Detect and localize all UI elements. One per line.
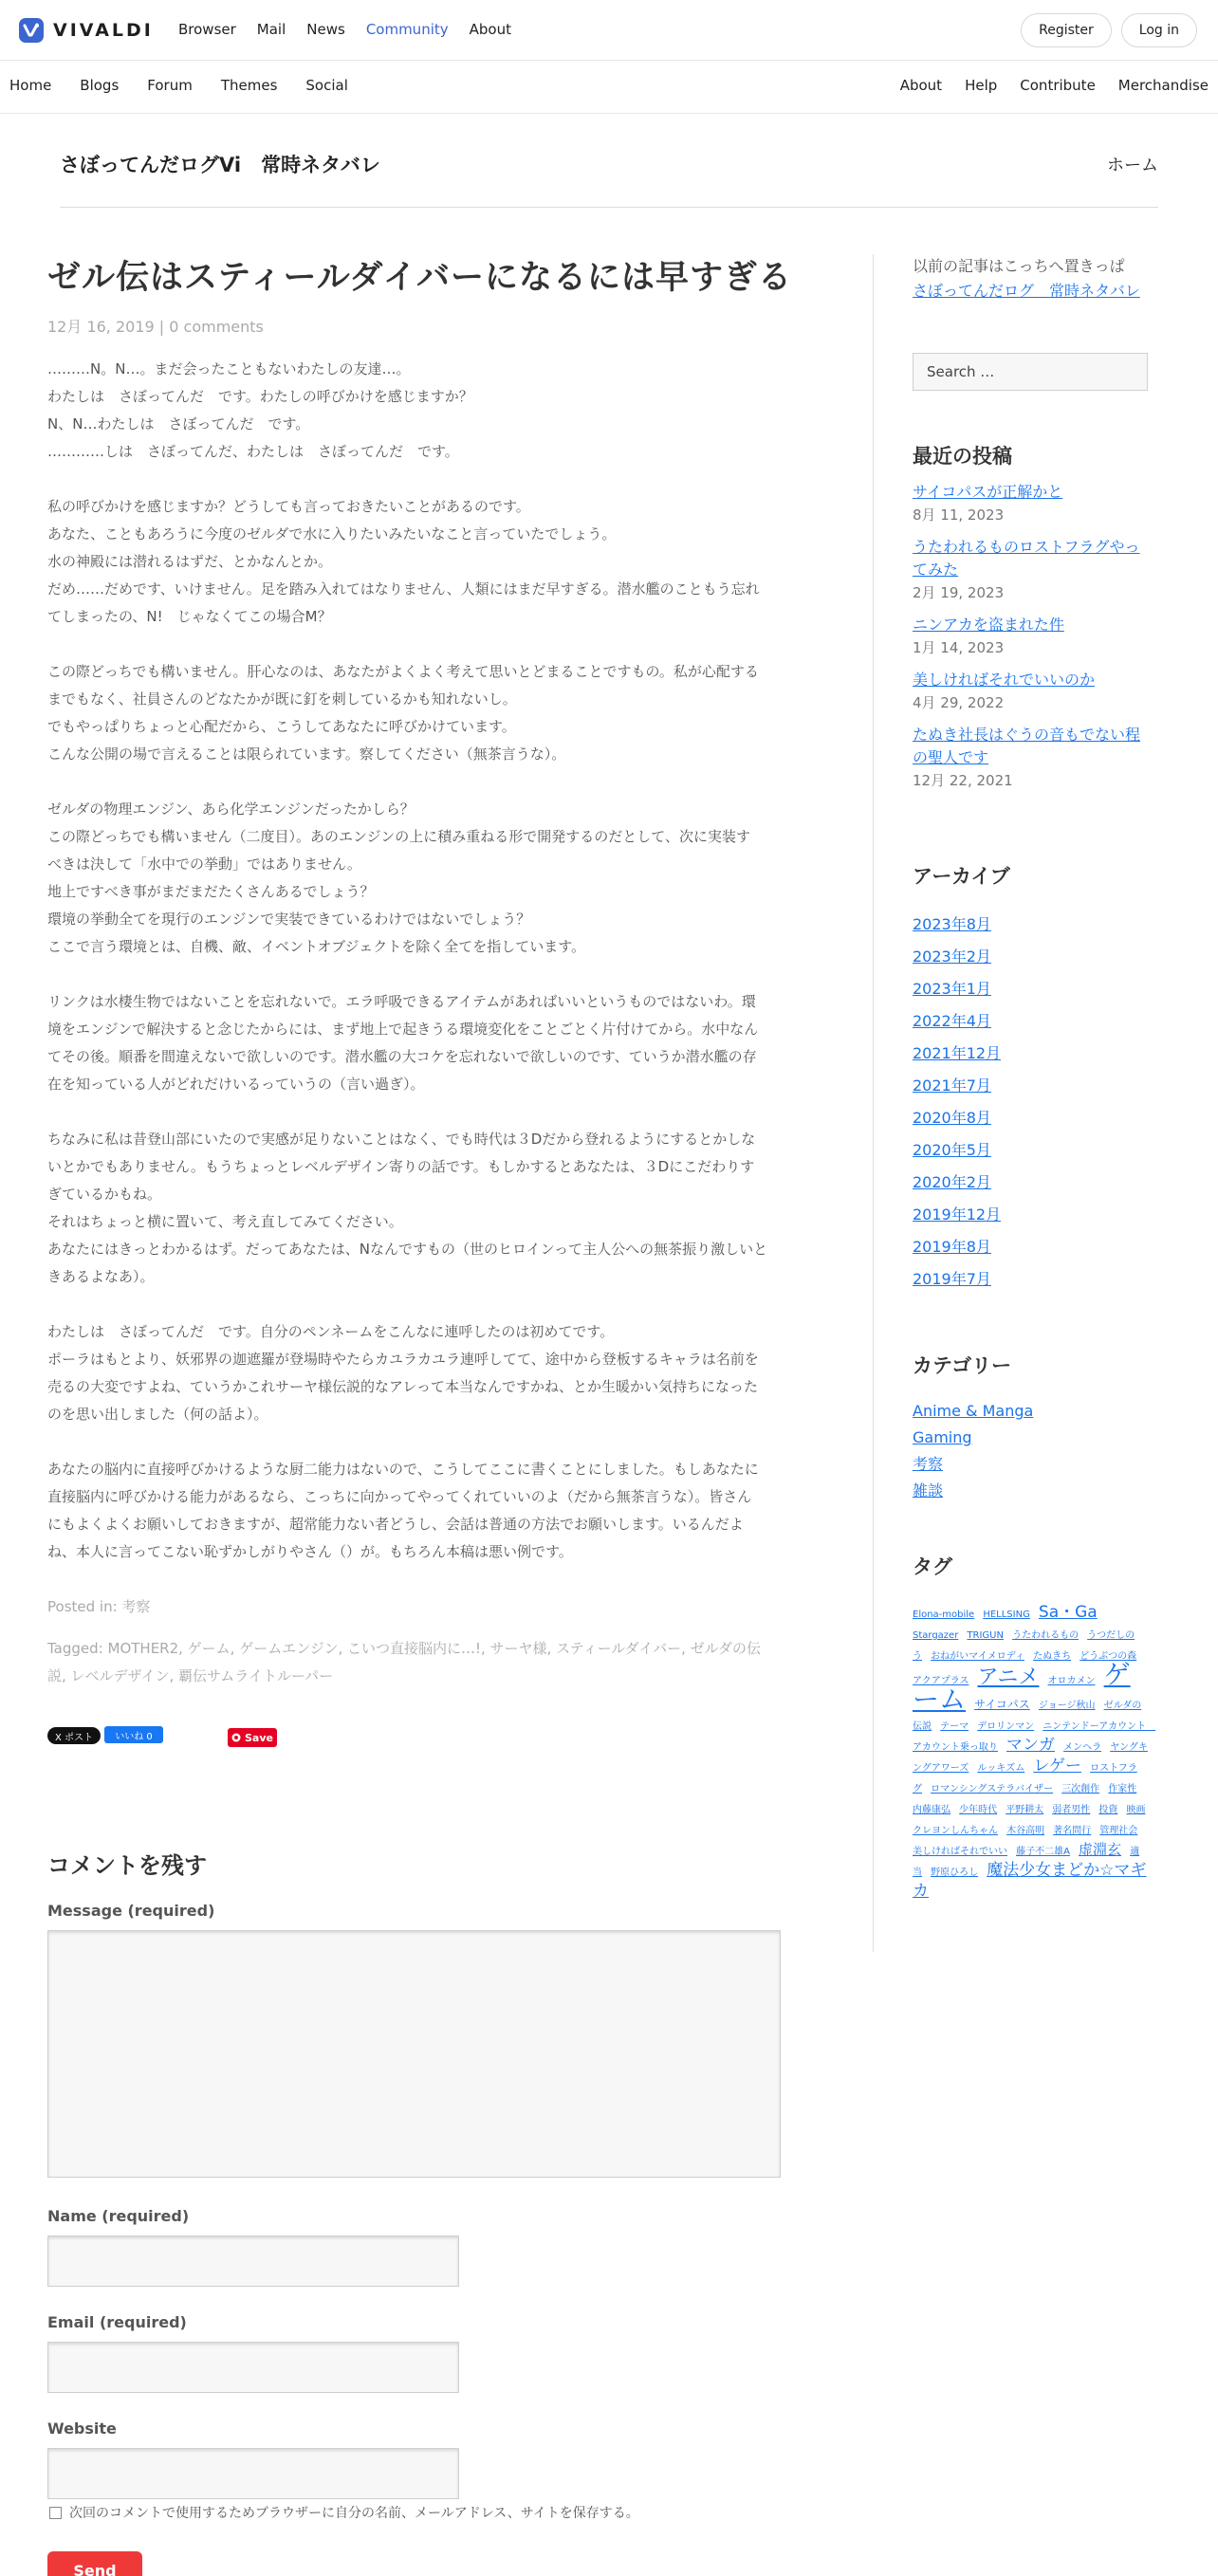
category-link-anime-manga[interactable]: Anime & Manga <box>913 1402 1034 1420</box>
share-buttons <box>47 1726 332 1745</box>
archive-link[interactable]: 2020年2月 <box>913 1173 991 1191</box>
tag-cloud-link[interactable]: ゲーム <box>913 1659 1131 1715</box>
tag-cloud-link[interactable]: うたわれるもの <box>1012 1630 1080 1641</box>
login-button[interactable]: Log in <box>1121 13 1197 47</box>
recent-post-date: 8月 11, 2023 <box>913 506 1005 524</box>
category-link-kousatsu[interactable]: 考察 <box>913 1455 944 1473</box>
vivaldi-logo[interactable] <box>19 18 154 43</box>
post-paragraph <box>47 1318 825 1428</box>
recent-post-item <box>913 481 1148 526</box>
post-line: この際どっちでも構いません（二度目）。あのエンジンの上に積み重ねる形で開発するのだとして、次に実装す <box>47 828 751 845</box>
tag-cloud-link[interactable]: テーマ <box>940 1721 969 1732</box>
previous-blog-link[interactable]: さぼってんだログ 常時ネタバレ <box>913 282 1140 300</box>
pinterest-save-button[interactable] <box>228 1728 277 1747</box>
tag-cloud-link[interactable]: ゼルダの伝説 <box>913 1701 1142 1732</box>
nav-about[interactable]: About <box>469 21 511 38</box>
auth-buttons <box>1021 13 1197 47</box>
sub-nav <box>0 61 1218 114</box>
tag-cloud-link[interactable]: 映画クレヨンしんちゃん <box>913 1805 1146 1836</box>
post-line: あなた、こともあろうに今度のゼルダで水に入りたいみたいなこと言っていたでしょう。 <box>47 525 617 543</box>
tag-cloud-link[interactable]: 内藤康弘 <box>913 1805 950 1815</box>
post-line: わたしは さぼってんだ です。わたしの呼びかけを感じますか？ <box>47 388 473 405</box>
website-field[interactable] <box>47 2448 459 2499</box>
post-line: 環境の挙動全てを現行のエンジンで実装できているわけではないでしょう？ <box>47 911 531 928</box>
recent-post-item <box>913 614 1148 659</box>
post-line: ゼルダの物理エンジン、あら化学エンジンだったかしら？ <box>47 800 415 818</box>
register-button[interactable]: Register <box>1021 13 1112 47</box>
archive-link[interactable]: 2019年8月 <box>913 1238 991 1256</box>
post-tags <box>47 1635 825 1690</box>
archive-link[interactable]: 2023年8月 <box>913 915 991 933</box>
website-label: Website <box>47 2420 117 2438</box>
post-line: ………N。N…。まだ会ったこともないわたしの友達…。 <box>47 360 411 377</box>
post-line: ちなみに私は昔登山部にいたので実感が足りないことはなく、でも時代は３Dだから登れるようにするとかしな <box>47 1131 756 1148</box>
post-date[interactable]: 12月 16, 2019 <box>47 318 155 336</box>
tag-cloud-link[interactable]: どうぶつの森 <box>1080 1651 1137 1662</box>
recent-post-date: 2月 19, 2023 <box>913 584 1005 601</box>
subnav-blogs[interactable]: Blogs <box>80 77 120 94</box>
name-label: Name (required) <box>47 2207 190 2225</box>
previous-blog-text: 以前の記事はこっちへ置きっぱ <box>913 257 1125 275</box>
tag-cloud-link[interactable]: アニメ <box>977 1665 1040 1689</box>
pinterest-icon <box>231 1733 241 1742</box>
post-paragraph <box>47 796 825 961</box>
post-line: てその後。順番を間違えないで欲しいのです。潜水艦の大コケを忘れないで欲しいのです、ていうか潜水艦の存 <box>47 1048 757 1065</box>
sidebar-divider <box>873 254 874 1952</box>
post-line: ここで言う環境とは、自機、敵、イベントオブジェクトを除く全てを指しています。 <box>47 938 586 955</box>
post-comments-count[interactable]: 0 comments <box>169 318 264 336</box>
category-link-zatsudan[interactable]: 雑談 <box>913 1481 944 1500</box>
post-line: リンクは水棲生物ではないことを忘れないで。エラ呼吸できるアイテムがあればいいというものではないわ。環 <box>47 993 756 1010</box>
post-line: …………しは さぼってんだ、わたしは さぼってんだ です。 <box>47 443 459 460</box>
tag-cloud-link[interactable]: ロマンシングステラバイザー <box>931 1784 1054 1794</box>
tag-cloud-link[interactable]: ルッキズム <box>977 1763 1025 1774</box>
post-paragraph <box>47 988 825 1098</box>
post-paragraph <box>47 1126 825 1291</box>
categories-title: カテゴリー <box>913 1354 1012 1377</box>
tag-cloud <box>913 1603 1156 1901</box>
vivaldi-logo-icon <box>19 18 44 43</box>
archive-link[interactable]: 2023年2月 <box>913 948 991 966</box>
post-line: きあるよなあ）。 <box>47 1268 155 1285</box>
post-line: 水の神殿には潜れるはずだ、とかなんとか。 <box>47 553 333 570</box>
post-line: ぎているかもね。 <box>47 1186 162 1203</box>
post-line: 売るの大変ですよね、ていうかこれサーヤ様伝説的なアレって本当なんですかね、とか生暖かい気持ちになった <box>47 1378 758 1395</box>
tag-cloud-link[interactable]: 少年時代 <box>959 1805 998 1815</box>
subnav-help[interactable]: Help <box>965 77 998 94</box>
tag-cloud-link[interactable]: メンヘラ <box>1063 1742 1102 1753</box>
post-line: 地上ですべき事がまだまだたくさんあるでしょう？ <box>47 883 375 900</box>
tag-cloud-link[interactable]: 投資 <box>1098 1805 1118 1815</box>
post-line: にもよくよくお願いしておきますが、超常能力ない者どうし、会話は普通の方法でお願いします。いるんだよ <box>47 1516 744 1533</box>
recent-post-date: 4月 29, 2022 <box>913 694 1005 711</box>
tag-cloud-link[interactable]: 弱者男性 <box>1052 1805 1091 1815</box>
tag-links-line-2[interactable]: 説, レベルデザイン, 覇伝サムライトルーパー <box>47 1667 334 1684</box>
post-line: この際どっちでも構いません。肝心なのは、あなたがよくよく考えて思いとどまることですもの。私が心配する <box>47 663 759 680</box>
subnav-forum[interactable]: Forum <box>147 77 193 94</box>
post-line: べきは決して「水中での挙動」ではありません。 <box>47 856 361 873</box>
post-line: こんな公開の場で言えることは限られています。察してください（無茶言うな）。 <box>47 745 566 763</box>
tag-links-line-1[interactable]: MOTHER2, ゲーム, ゲームエンジン, こいつ直接脳内に…!, サーヤ様, スティールダイバー, ゼルダの伝 <box>107 1640 762 1657</box>
post-line: 在を知っている人がどれだけいるっていうの（言い過ぎ）。 <box>47 1076 425 1093</box>
recent-post-link[interactable]: ニンアカを盗まれた件 <box>913 616 1064 634</box>
nav-browser[interactable]: Browser <box>178 21 236 38</box>
recent-post-link[interactable]: 美しければそれでいいのか <box>913 671 1096 689</box>
post-line: のを思い出しました（何の話よ）。 <box>47 1406 268 1423</box>
post-meta <box>47 315 825 337</box>
send-button[interactable]: Send <box>47 2551 142 2576</box>
post-line: 直接脳内に呼びかける能力があるなら、こっちに向かってやってくれていいのよ（だから無茶言うな）。皆さん <box>47 1488 752 1505</box>
archive-title: アーカイブ <box>913 865 1010 888</box>
tag-cloud-link[interactable]: 木谷高明 <box>1006 1826 1045 1836</box>
name-field[interactable] <box>47 2236 459 2287</box>
blog-header-divider <box>60 207 1158 208</box>
tag-cloud-link[interactable]: サイコパス <box>974 1698 1030 1711</box>
tag-cloud-link[interactable]: おねがいマイメロディ <box>931 1651 1024 1662</box>
previous-blog-notice <box>913 254 1148 304</box>
message-textarea[interactable] <box>47 1930 781 2178</box>
tag-cloud-link[interactable]: マンガ <box>1006 1736 1055 1755</box>
save-label: Save <box>245 1731 273 1744</box>
logo-wordmark: VIVALDI <box>53 20 154 41</box>
recent-post-link[interactable]: サイコパスが正解かと <box>913 483 1063 501</box>
post-line: それはちょっと横に置いて、考え直してみてください。 <box>47 1213 403 1230</box>
tag-cloud-link[interactable]: Elona-mobile <box>913 1610 975 1620</box>
post-line: でもやっぱりちょっと心配だから、こうしてあなたに呼びかけています。 <box>47 718 516 735</box>
save-info-option <box>49 2503 639 2522</box>
category-link-gaming[interactable]: Gaming <box>913 1428 972 1446</box>
recent-post-item <box>913 536 1148 604</box>
post-paragraph <box>47 1456 825 1566</box>
tags-title: タグ <box>913 1555 952 1578</box>
post-paragraph <box>47 493 825 631</box>
posted-in-label: Posted in: <box>47 1598 122 1615</box>
category-link[interactable]: 考察 <box>121 1598 151 1615</box>
post-line: までもなく、社員さんのどなたかが既に釘を刺しているかも知れないし。 <box>47 690 517 708</box>
save-info-label: 次回のコメントで使用するためブラウザーに自分の名前、メールアドレス、サイトを保存する。 <box>69 2506 639 2521</box>
tag-cloud-link[interactable]: 藤子不二雄A <box>1016 1847 1070 1857</box>
meta-separator: | <box>154 318 170 336</box>
nav-mail[interactable]: Mail <box>256 21 286 38</box>
post-line: ね、本人に言ってこない恥ずかしがりやさん（）が。もちろん本稿は悪い例です。 <box>47 1543 573 1560</box>
tag-cloud-link[interactable]: 適当 <box>913 1847 1140 1878</box>
post-line: いとかでもありません。もうちょっとレベルデザイン寄りの話です。もしかするとあなたは、３Dにこだわりす <box>47 1158 755 1175</box>
tag-cloud-link[interactable]: 著名問行 <box>1053 1826 1092 1836</box>
x-post-button[interactable]: X ポスト <box>47 1727 101 1744</box>
post-line: N、N…わたしは さぼってんだ です。 <box>47 415 310 432</box>
recent-post-item <box>913 724 1148 792</box>
email-label: Email (required) <box>47 2313 187 2331</box>
archive-link[interactable]: 2020年8月 <box>913 1109 991 1127</box>
comment-form-title: コメントを残す <box>47 1852 207 1879</box>
save-info-checkbox[interactable] <box>49 2507 62 2519</box>
blog-title[interactable]: さぼってんだログVi 常時ネタバレ <box>60 154 380 176</box>
subnav-social[interactable]: Social <box>305 77 348 94</box>
subnav-merchandise[interactable]: Merchandise <box>1117 77 1209 94</box>
nav-community[interactable]: Community <box>365 21 449 38</box>
tag-cloud-link[interactable]: 美しければそれでいい <box>913 1847 1007 1857</box>
archive-link[interactable]: 2019年7月 <box>913 1270 991 1288</box>
top-header <box>0 0 1218 61</box>
archive-link[interactable]: 2020年5月 <box>913 1141 991 1159</box>
post-line: わたしは さぼってんだ です。自分のペンネームをこんなに連呼したのは初めてです。 <box>47 1323 615 1340</box>
subnav-contribute[interactable]: Contribute <box>1020 77 1096 94</box>
recent-post-link[interactable]: うたわれるものロストフラグやってみた <box>913 538 1140 579</box>
email-field[interactable] <box>47 2342 459 2393</box>
post-line: あなたにはきっとわかるはず。だってあなたは、Nなんですもの（世のヒロインって主人公への無茶振り激しいと <box>47 1241 768 1258</box>
post-line: 境をエンジンで解決すると念じたからには、まず地上で起きうる環境変化をことごとく片付けてから。水中なん <box>47 1021 759 1038</box>
search-input[interactable]: Search … <box>913 353 1148 391</box>
archive-link[interactable]: 2021年12月 <box>913 1044 1002 1062</box>
recent-posts-title: 最近の投稿 <box>913 445 1012 468</box>
tag-cloud-link[interactable]: 管理社会 <box>1099 1826 1138 1836</box>
tag-cloud-link[interactable]: 三次創作 <box>1061 1784 1100 1794</box>
message-label: Message (required) <box>47 1902 215 1920</box>
post-line: 私の呼びかけを感じますか？どうしても言っておきたいことがあるのです。 <box>47 498 530 515</box>
tag-cloud-link[interactable]: たぬきち <box>1033 1651 1072 1662</box>
subnav-home[interactable]: Home <box>9 77 52 94</box>
recent-posts-widget <box>913 441 1148 792</box>
tag-cloud-link[interactable]: アクアプラス <box>913 1676 969 1686</box>
tag-cloud-link[interactable]: 野原ひろし <box>931 1868 979 1878</box>
post-paragraph <box>47 658 825 768</box>
post-paragraph <box>47 356 825 466</box>
tag-cloud-link[interactable]: うつだしのう <box>913 1630 1135 1662</box>
nav-news[interactable]: News <box>306 21 345 38</box>
post-line: あなたの脳内に直接呼びかけるような厨二能力はないので、こうしてここに書くことにしました。もしあなたに <box>47 1461 759 1478</box>
tag-cloud-link[interactable]: ロストフラグ <box>913 1763 1137 1794</box>
tag-cloud-link[interactable]: ヤングキングアワーズ <box>913 1742 1148 1774</box>
recent-post-date: 12月 22, 2021 <box>913 772 1013 789</box>
post-body <box>47 356 825 1566</box>
recent-post-link[interactable]: たぬき社長はぐうの音もでない程の聖人です <box>913 726 1141 766</box>
facebook-like-button[interactable]: いいね 0 <box>104 1726 163 1743</box>
tag-cloud-link[interactable]: オロカメン <box>1047 1676 1096 1686</box>
tag-cloud-link[interactable]: Sa・Ga <box>1038 1603 1098 1622</box>
tag-cloud-link[interactable]: TRIGUN <box>967 1630 1004 1641</box>
archive-link[interactable]: 2021年7月 <box>913 1076 991 1095</box>
main-nav <box>178 21 511 38</box>
tag-cloud-link[interactable]: ジョージ秋山 <box>1038 1701 1096 1711</box>
posted-in <box>47 1596 825 1616</box>
categories-widget <box>913 1351 1148 1504</box>
sidebar <box>913 254 1156 1901</box>
tag-cloud-link[interactable]: 虚淵玄 <box>1079 1841 1122 1858</box>
tagged-label: Tagged: <box>47 1640 108 1657</box>
subnav-themes[interactable]: Themes <box>220 77 278 94</box>
recent-post-date: 1月 14, 2023 <box>913 639 1005 656</box>
tag-cloud-link[interactable]: ニンテンドーアカウント アカウント乗っ取り <box>913 1721 1156 1753</box>
post-line: てしまったの、N! じゃなくてこの場合M？ <box>47 608 332 625</box>
tag-cloud-link[interactable]: HELLSING <box>983 1610 1030 1620</box>
tag-cloud-link[interactable]: デロリンマン <box>977 1721 1035 1732</box>
tag-cloud-link[interactable]: レゲー <box>1033 1757 1081 1776</box>
archive-link[interactable]: 2019年12月 <box>913 1205 1002 1224</box>
tag-cloud-link[interactable]: 作家性 <box>1108 1784 1137 1794</box>
tags-widget <box>913 1552 1156 1901</box>
post-line: ポーラはもとより、妖邪界の迦遮羅が登場時やたらカユラカユラ連呼してて、途中から登板するキャラは名前を <box>47 1351 759 1368</box>
archive-link[interactable]: 2022年4月 <box>913 1012 991 1030</box>
subnav-about[interactable]: About <box>899 77 943 94</box>
post-line: だめ……だめです、いけません。足を踏み入れてはなりません、人類にはまだ早すぎる。潜水艦のこともう忘れ <box>47 580 760 598</box>
archive-widget <box>913 861 1148 1296</box>
archive-link[interactable]: 2023年1月 <box>913 980 991 998</box>
article <box>47 254 825 1690</box>
tag-cloud-link[interactable]: 魔法少女まどか☆マギカ <box>913 1861 1147 1901</box>
post-title: ゼル伝はスティールダイバーになるには早すぎる <box>47 259 793 297</box>
tag-cloud-link[interactable]: 平野耕太 <box>1006 1805 1044 1815</box>
blog-home-link[interactable]: ホーム <box>1107 156 1158 175</box>
recent-post-item <box>913 669 1148 714</box>
tag-cloud-link[interactable]: Stargazer <box>913 1630 959 1641</box>
